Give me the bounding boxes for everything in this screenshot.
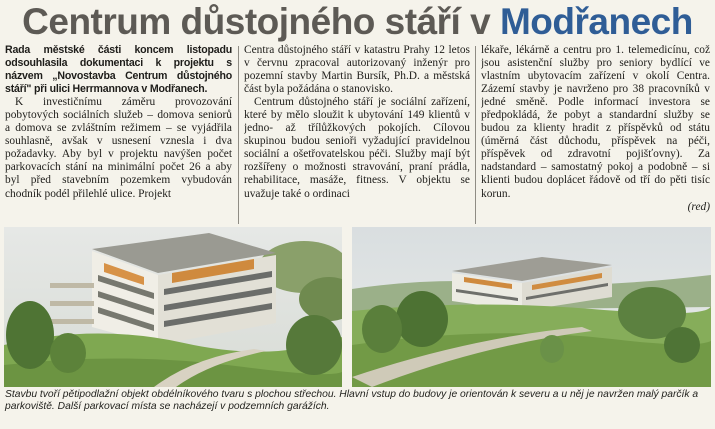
column-rule <box>238 46 239 224</box>
headline-part-gray: Centrum důstojného stáří v <box>22 1 491 42</box>
article-signature: (red) <box>687 200 710 213</box>
article-column-2 <box>244 44 470 226</box>
article-column-1 <box>5 44 232 226</box>
article-paragraph-2: Centra důstojného stáří v katastru Prahy 12 letos v červnu zpracoval autorizovaný inženýr pro pozemní stavby Martin Bursík, Ph.D. a městská část byla požádána o stanovisko. <box>244 44 470 96</box>
article-paragraph-1: K investičnímu záměru provozování pobytových sociálních služeb – domova seniorů a domova se zvláštním režimem – se vyjádřila souhlasně, avšak v usnesení vznesla i dva požadavky. Aby byl v projektu navýšen počet parkovacích stání na minimální počet 26 a aby byl před stavebním pozemkem vybudován chodník podél přilehlé ulice. Projekt <box>5 96 232 200</box>
article-paragraph-3: Centrum důstojného stáří je sociální zařízení, které by mělo sloužit k ubytování 149 klientů v jedno- až třílůžkových pokojích. Cílovou skupinou budou senioři vyžadující pravidelnou sociální a ošetřovatelskou péči. Služby mají být rozšířeny o možnosti stravování, praní prádla, rehabilitace, masáže, fitness. V objektu se uvažuje také o ordinaci <box>244 96 470 200</box>
headline-part-blue: Modřanech <box>499 1 693 42</box>
headline <box>0 0 715 44</box>
column-rule <box>475 46 476 224</box>
article-lead: Rada městské části koncem listopadu odsouhlasila dokumentaci k projektu s názvem „Novostavba Centrum důstojného stáří" při ulici Herrmannova v Modřanech. <box>5 44 232 96</box>
article-column-3 <box>481 44 710 226</box>
photo-caption: Stavbu tvoří pětipodlažní objekt obdélníkového tvaru s plochou střechou. Hlavní vstup do budovy je orientován k severu a u něj je navržen malý parčík a parkoviště. Další parkovací místa se nacházejí v podzemních garážích. <box>5 389 699 413</box>
building-visualization-photo-2 <box>352 227 711 387</box>
article-paragraph-4: lékaře, lékárně a centru pro 1. telemedicínu, což jsou asistenční služby pro seniory bydlící ve vlastním ubytovacím zařízení v okolí Centra. Zázemí stavby je navrženo pro 38 pracovníků v jedné směně. Podle informací investora se předpokládá, že pobyt a standardní služby se budou za klienty hradit z příspěvků od státu (úměrná část důchodu, příspěvek na péči, příspěvek od zdravotní pojišťovny). Za nadstandard – samostatný pokoj a podobně – si klienti budou doplácet řádově od tří do pěti tisíc korun. <box>481 44 710 200</box>
building-render-2 <box>352 227 711 387</box>
building-render-1 <box>4 227 342 387</box>
building-visualization-photo-1 <box>4 227 342 387</box>
